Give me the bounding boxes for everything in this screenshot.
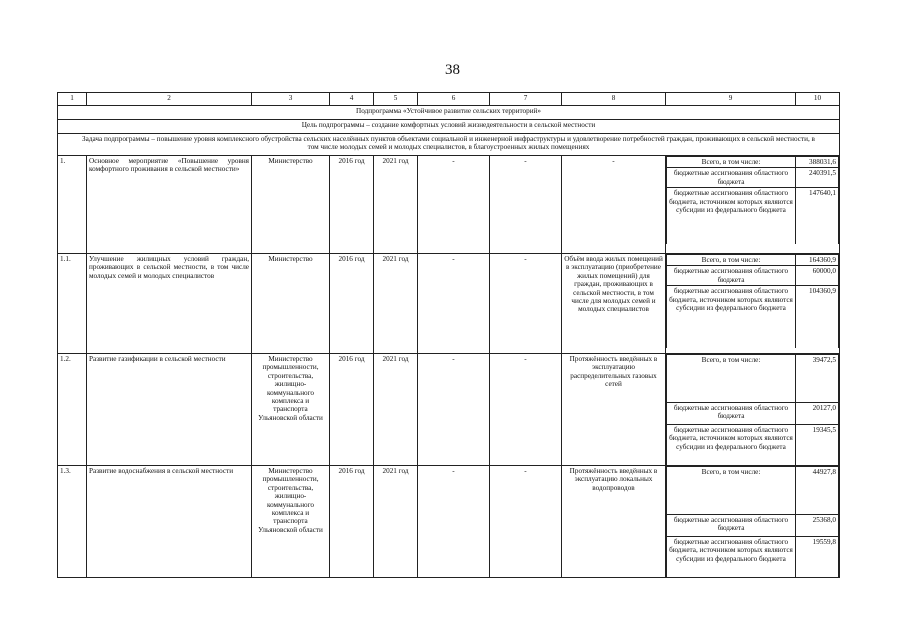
measure-row — [58, 156, 840, 254]
measure-row — [58, 354, 840, 466]
funding-row — [667, 537, 839, 577]
measure-column-6: - — [418, 156, 490, 254]
measure-name: Улучшение жилищных условий граждан, проживающих в сельской местности, в том числе молодых семей и молодых специалистов — [87, 254, 252, 354]
column-number: 1 — [58, 93, 87, 106]
funding-source: бюджетные ассигнования областного бюджета, источником которых являются субсидии из федерального бюджета — [667, 537, 796, 577]
funding-row — [667, 403, 839, 425]
measure-number: 1. — [58, 156, 87, 254]
funding-source: бюджетные ассигнования областного бюджета, источником которых являются субсидии из федерального бюджета — [667, 286, 796, 348]
column-number: 7 — [490, 93, 562, 106]
measure-name: Основное мероприятие «Повышение уровня комфортного проживания в сельской местности» — [87, 156, 252, 254]
measure-indicator: Протяжённость введённых в эксплуатацию распределительных газовых сетей — [562, 354, 666, 466]
measure-name: Развитие водоснабжения в сельской местности — [87, 466, 252, 578]
funding-amount: 240391,5 — [796, 168, 839, 188]
funding-row — [667, 467, 839, 515]
measure-name: Развитие газификации в сельской местности — [87, 354, 252, 466]
funding-cell — [666, 354, 840, 466]
funding-amount: 388031,6 — [796, 157, 839, 168]
measure-end-year: 2021 год — [374, 354, 418, 466]
measure-executor: Министерство — [252, 254, 330, 354]
funding-amount: 44927,8 — [796, 467, 839, 515]
funding-source: бюджетные ассигнования областного бюджета, источником которых являются субсидии из федерального бюджета — [667, 188, 796, 244]
column-number: 3 — [252, 93, 330, 106]
funding-amount: 25368,0 — [796, 515, 839, 537]
funding-cell — [666, 254, 840, 354]
measure-executor: Министерство промышленности, строительства, жилищно-коммунального комплекса и транспорта Ульяновской области — [252, 466, 330, 578]
funding-row — [667, 188, 839, 244]
measure-column-7: - — [490, 354, 562, 466]
funding-source: Всего, в том числе: — [667, 355, 796, 403]
subprogram-row — [58, 106, 840, 120]
measure-column-7: - — [490, 254, 562, 354]
funding-table — [666, 254, 839, 348]
funding-amount: 104360,9 — [796, 286, 839, 348]
goal-row — [58, 120, 840, 134]
measure-indicator: Объём ввода жилых помещений в эксплуатацию (приобретение жилых помещений) для граждан, проживающих в сельской местности, в том числе для молодых семей и молодых специалистов — [562, 254, 666, 354]
measure-column-6: - — [418, 254, 490, 354]
funding-amount: 19345,5 — [796, 425, 839, 465]
funding-row — [667, 286, 839, 348]
column-number-row — [58, 93, 840, 106]
measure-end-year: 2021 год — [374, 254, 418, 354]
funding-row — [667, 266, 839, 286]
funding-source: бюджетные ассигнования областного бюджета — [667, 403, 796, 425]
program-table — [57, 92, 840, 578]
funding-source: Всего, в том числе: — [667, 157, 796, 168]
measure-end-year: 2021 год — [374, 156, 418, 254]
measure-column-6: - — [418, 466, 490, 578]
measure-number: 1.2. — [58, 354, 87, 466]
funding-source: Всего, в том числе: — [667, 255, 796, 266]
funding-source: бюджетные ассигнования областного бюджета — [667, 515, 796, 537]
measure-column-7: - — [490, 466, 562, 578]
column-number: 9 — [666, 93, 796, 106]
funding-source: бюджетные ассигнования областного бюджета — [667, 168, 796, 188]
page-number: 38 — [445, 62, 460, 78]
measure-start-year: 2016 год — [330, 354, 374, 466]
measure-row — [58, 254, 840, 354]
funding-source: бюджетные ассигнования областного бюджета — [667, 266, 796, 286]
measure-start-year: 2016 год — [330, 254, 374, 354]
funding-amount: 60000,0 — [796, 266, 839, 286]
measure-executor: Министерство — [252, 156, 330, 254]
measure-row — [58, 466, 840, 578]
task-row — [58, 134, 840, 156]
funding-source: бюджетные ассигнования областного бюджета, источником которых являются субсидии из федерального бюджета — [667, 425, 796, 465]
measure-column-7: - — [490, 156, 562, 254]
subprogram-goal: Цель подпрограммы – создание комфортных условий жизнедеятельности в сельской местности — [58, 120, 840, 134]
funding-amount: 164360,9 — [796, 255, 839, 266]
funding-amount: 19559,8 — [796, 537, 839, 577]
funding-table — [666, 466, 839, 577]
measure-number: 1.1. — [58, 254, 87, 354]
measure-end-year: 2021 год — [374, 466, 418, 578]
column-number: 8 — [562, 93, 666, 106]
funding-source: Всего, в том числе: — [667, 467, 796, 515]
subprogram-task: Задача подпрограммы – повышение уровня комплексного обустройства сельских населённых пунктов объектами социальной и инженерной инфраструктуры и удовлетворение потребностей граждан, проживающих в сельской местности, в том числе молодых семей и молодых специалистов, в благоустроенных жилых помещениях — [58, 134, 840, 156]
measure-number: 1.3. — [58, 466, 87, 578]
measure-column-6: - — [418, 354, 490, 466]
funding-amount: 20127,0 — [796, 403, 839, 425]
funding-row — [667, 168, 839, 188]
measure-indicator: Протяжённость введённых в эксплуатацию локальных водопроводов — [562, 466, 666, 578]
measure-indicator: - — [562, 156, 666, 254]
measure-executor: Министерство промышленности, строительства, жилищно-коммунального комплекса и транспорта Ульяновской области — [252, 354, 330, 466]
funding-amount: 39472,5 — [796, 355, 839, 403]
funding-amount: 147640,1 — [796, 188, 839, 244]
column-number: 5 — [374, 93, 418, 106]
funding-row — [667, 355, 839, 403]
funding-table — [666, 354, 839, 465]
funding-row — [667, 255, 839, 266]
funding-cell — [666, 466, 840, 578]
column-number: 6 — [418, 93, 490, 106]
measure-start-year: 2016 год — [330, 156, 374, 254]
funding-row — [667, 157, 839, 168]
column-number: 4 — [330, 93, 374, 106]
column-number: 10 — [796, 93, 840, 106]
subprogram-title: Подпрограмма «Устойчивое развитие сельских территорий» — [58, 106, 840, 120]
funding-row — [667, 425, 839, 465]
column-number: 2 — [87, 93, 252, 106]
measure-start-year: 2016 год — [330, 466, 374, 578]
funding-row — [667, 515, 839, 537]
funding-cell — [666, 156, 840, 254]
funding-table — [666, 156, 839, 244]
